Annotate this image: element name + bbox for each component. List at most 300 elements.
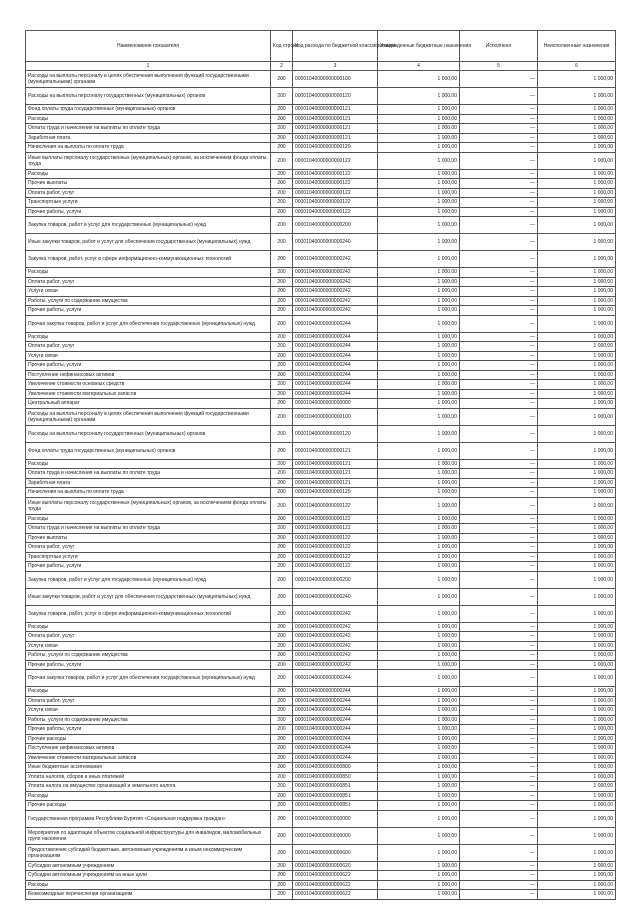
row-executed: —	[460, 605, 538, 622]
row-name: Оплата работ, услуг	[26, 632, 271, 642]
row-kbk: 00001040000000000800	[293, 763, 378, 773]
row-name: Фонд оплаты труда государственных (муниципальных) органов	[26, 105, 271, 115]
row-kbk: 00001040000000000244	[293, 734, 378, 744]
row-approved: 1 000,00	[378, 725, 460, 735]
row-executed: —	[460, 588, 538, 605]
row-approved: 1 000,00	[378, 801, 460, 811]
row-approved: 1 000,00	[378, 105, 460, 115]
row-executed: —	[460, 287, 538, 297]
table-row	[26, 552, 616, 562]
table-row	[26, 880, 616, 890]
row-executed: —	[460, 114, 538, 124]
row-name: Уплата налогов, сборов и иных платежей	[26, 772, 271, 782]
table-row	[26, 651, 616, 661]
row-kbk: 00001040000000000122	[293, 169, 378, 179]
table-row	[26, 296, 616, 306]
row-name: Оплата работ, услуг	[26, 543, 271, 553]
row-executed: —	[460, 88, 538, 105]
row-approved: 1 000,00	[378, 632, 460, 642]
row-name: Услуги связи	[26, 641, 271, 651]
table-row	[26, 763, 616, 773]
row-unexecuted: 1 000,00	[538, 408, 616, 425]
row-executed: —	[460, 524, 538, 534]
row-kbk: 00001040000000000242	[293, 660, 378, 670]
row-unexecuted: 1 000,00	[538, 315, 616, 332]
row-line-code: 200	[271, 660, 293, 670]
table-row	[26, 425, 616, 442]
row-line-code: 200	[271, 217, 293, 234]
row-approved: 1 000,00	[378, 744, 460, 754]
row-line-code: 200	[271, 791, 293, 801]
table-row	[26, 827, 616, 844]
row-line-code: 200	[271, 478, 293, 488]
row-unexecuted: 1 000,00	[538, 734, 616, 744]
row-approved: 1 000,00	[378, 251, 460, 268]
row-kbk: 00001040000000000100	[293, 408, 378, 425]
row-line-code: 200	[271, 408, 293, 425]
row-name: Прочие работы, услуги	[26, 207, 271, 217]
table-row	[26, 152, 616, 169]
row-name: Прочие работы, услуги	[26, 725, 271, 735]
row-executed: —	[460, 425, 538, 442]
row-unexecuted: 1 000,00	[538, 114, 616, 124]
row-approved: 1 000,00	[378, 890, 460, 900]
row-executed: —	[460, 801, 538, 811]
row-unexecuted: 1 000,00	[538, 332, 616, 342]
row-approved: 1 000,00	[378, 188, 460, 198]
table-row	[26, 641, 616, 651]
row-line-code: 200	[271, 871, 293, 881]
row-unexecuted: 1 000,00	[538, 389, 616, 399]
row-unexecuted: 1 000,00	[538, 715, 616, 725]
row-line-code: 200	[271, 442, 293, 459]
row-kbk: 00001040000000000000	[293, 810, 378, 827]
row-executed: —	[460, 706, 538, 716]
row-line-code: 200	[271, 687, 293, 697]
row-name: Услуги связи	[26, 287, 271, 297]
row-approved: 1 000,00	[378, 791, 460, 801]
row-approved: 1 000,00	[378, 543, 460, 553]
row-unexecuted: 1 000,00	[538, 880, 616, 890]
row-line-code: 200	[271, 706, 293, 716]
table-row	[26, 734, 616, 744]
row-line-code: 200	[271, 622, 293, 632]
row-kbk: 00001040000000000129	[293, 488, 378, 498]
row-kbk: 00001040000000000244	[293, 370, 378, 380]
row-approved: 1 000,00	[378, 217, 460, 234]
row-executed: —	[460, 408, 538, 425]
row-approved: 1 000,00	[378, 844, 460, 861]
table-row	[26, 632, 616, 642]
row-approved: 1 000,00	[378, 880, 460, 890]
table-row	[26, 71, 616, 88]
table-row	[26, 105, 616, 115]
row-kbk: 00001040000000000122	[293, 179, 378, 189]
row-approved: 1 000,00	[378, 380, 460, 390]
row-line-code: 200	[271, 469, 293, 479]
table-row	[26, 315, 616, 332]
row-executed: —	[460, 670, 538, 687]
row-executed: —	[460, 660, 538, 670]
table-body	[26, 71, 616, 900]
row-line-code: 200	[271, 370, 293, 380]
colnum: 5	[460, 62, 538, 71]
row-kbk: 00001040000000000851	[293, 791, 378, 801]
row-kbk: 00001040000000000244	[293, 389, 378, 399]
row-executed: —	[460, 342, 538, 352]
row-approved: 1 000,00	[378, 370, 460, 380]
row-kbk: 00001040000000000200	[293, 217, 378, 234]
row-name: Транспортные услуги	[26, 552, 271, 562]
row-unexecuted: 1 000,00	[538, 370, 616, 380]
row-approved: 1 000,00	[378, 861, 460, 871]
row-kbk: 00001040000000000122	[293, 514, 378, 524]
row-kbk: 00001040000000000122	[293, 152, 378, 169]
row-approved: 1 000,00	[378, 315, 460, 332]
row-name: Иные закупки товаров, работ и услуг для обеспечения государственных (муниципальных) нужд	[26, 588, 271, 605]
row-unexecuted: 1 000,00	[538, 425, 616, 442]
row-unexecuted: 1 000,00	[538, 188, 616, 198]
table-row	[26, 497, 616, 514]
row-executed: —	[460, 234, 538, 251]
row-unexecuted: 1 000,00	[538, 478, 616, 488]
table-row	[26, 605, 616, 622]
row-approved: 1 000,00	[378, 571, 460, 588]
row-executed: —	[460, 772, 538, 782]
header-kbk: Код расхода по бюджетной классификации	[293, 31, 378, 62]
row-kbk: 00001040000000000122	[293, 497, 378, 514]
row-kbk: 00001040000000000122	[293, 198, 378, 208]
table-row	[26, 179, 616, 189]
row-line-code: 200	[271, 380, 293, 390]
row-unexecuted: 1 000,00	[538, 459, 616, 469]
row-unexecuted: 1 000,00	[538, 380, 616, 390]
colnum: 2	[271, 62, 293, 71]
row-executed: —	[460, 268, 538, 278]
row-name: Иные бюджетные ассигнования	[26, 763, 271, 773]
row-unexecuted: 1 000,00	[538, 651, 616, 661]
row-unexecuted: 1 000,00	[538, 524, 616, 534]
row-line-code: 200	[271, 425, 293, 442]
table-row	[26, 588, 616, 605]
row-unexecuted: 1 000,00	[538, 791, 616, 801]
row-name: Прочая закупка товаров, работ и услуг для обеспечения государственных (муниципальных) нужд	[26, 670, 271, 687]
row-unexecuted: 1 000,00	[538, 361, 616, 371]
row-line-code: 200	[271, 725, 293, 735]
row-line-code: 200	[271, 234, 293, 251]
row-name: Закупка товаров, работ и услуг для государственных (муниципальных) нужд	[26, 217, 271, 234]
row-unexecuted: 1 000,00	[538, 725, 616, 735]
row-approved: 1 000,00	[378, 871, 460, 881]
table-row	[26, 234, 616, 251]
table-row	[26, 408, 616, 425]
table-row	[26, 562, 616, 572]
row-kbk: 00001040000000000244	[293, 687, 378, 697]
row-unexecuted: 1 000,00	[538, 488, 616, 498]
row-executed: —	[460, 844, 538, 861]
row-approved: 1 000,00	[378, 399, 460, 409]
table-row	[26, 251, 616, 268]
row-line-code: 200	[271, 332, 293, 342]
row-unexecuted: 1 000,00	[538, 622, 616, 632]
row-line-code: 200	[271, 514, 293, 524]
row-name: Расходы	[26, 687, 271, 697]
header-approved: Утвержденные бюджетные назначения	[378, 31, 460, 62]
row-unexecuted: 1 000,00	[538, 105, 616, 115]
row-executed: —	[460, 251, 538, 268]
row-unexecuted: 1 000,00	[538, 763, 616, 773]
row-approved: 1 000,00	[378, 351, 460, 361]
row-executed: —	[460, 389, 538, 399]
colnum: 3	[293, 62, 378, 71]
row-line-code: 200	[271, 763, 293, 773]
row-name: Начисления на выплаты по оплате труда	[26, 143, 271, 153]
row-name: Заработная плата	[26, 478, 271, 488]
row-name: Расходы	[26, 791, 271, 801]
row-unexecuted: 1 000,00	[538, 251, 616, 268]
table-row	[26, 88, 616, 105]
row-approved: 1 000,00	[378, 715, 460, 725]
row-name: Субсидии автономным учреждениям на иные цели	[26, 871, 271, 881]
row-executed: —	[460, 277, 538, 287]
row-kbk: 00001040000000000122	[293, 188, 378, 198]
row-name: Прочие работы, услуги	[26, 306, 271, 316]
row-unexecuted: 1 000,00	[538, 306, 616, 316]
row-line-code: 200	[271, 782, 293, 792]
row-line-code: 200	[271, 772, 293, 782]
row-unexecuted: 1 000,00	[538, 861, 616, 871]
header-executed: Исполнено	[460, 31, 538, 62]
row-unexecuted: 1 000,00	[538, 772, 616, 782]
row-line-code: 200	[271, 734, 293, 744]
row-name: Расходы	[26, 114, 271, 124]
row-executed: —	[460, 71, 538, 88]
row-approved: 1 000,00	[378, 696, 460, 706]
row-unexecuted: 1 000,00	[538, 632, 616, 642]
row-executed: —	[460, 632, 538, 642]
row-executed: —	[460, 380, 538, 390]
row-executed: —	[460, 753, 538, 763]
table-row	[26, 287, 616, 297]
row-approved: 1 000,00	[378, 660, 460, 670]
row-line-code: 200	[271, 715, 293, 725]
table-row	[26, 342, 616, 352]
row-unexecuted: 1 000,00	[538, 296, 616, 306]
row-name: Расходы на выплаты персоналу государственных (муниципальных) органов	[26, 425, 271, 442]
row-approved: 1 000,00	[378, 488, 460, 498]
table-row	[26, 370, 616, 380]
table-row	[26, 469, 616, 479]
row-approved: 1 000,00	[378, 287, 460, 297]
row-name: Прочие работы, услуги	[26, 361, 271, 371]
row-line-code: 200	[271, 143, 293, 153]
row-line-code: 200	[271, 488, 293, 498]
row-kbk: 00001040000000000622	[293, 880, 378, 890]
row-name: Услуги связи	[26, 351, 271, 361]
row-kbk: 00001040000000000851	[293, 801, 378, 811]
row-approved: 1 000,00	[378, 88, 460, 105]
row-executed: —	[460, 361, 538, 371]
row-line-code: 200	[271, 810, 293, 827]
row-unexecuted: 1 000,00	[538, 88, 616, 105]
row-unexecuted: 1 000,00	[538, 469, 616, 479]
row-name: Увеличение стоимости материальных запасов	[26, 389, 271, 399]
row-unexecuted: 1 000,00	[538, 571, 616, 588]
row-name: Государственная программа Республики Бурятия «Социальная поддержка граждан»	[26, 810, 271, 827]
row-kbk: 00001040000000000122	[293, 562, 378, 572]
row-name: Поступление нефинансовых активов	[26, 744, 271, 754]
row-line-code: 200	[271, 287, 293, 297]
row-line-code: 200	[271, 251, 293, 268]
row-line-code: 200	[271, 605, 293, 622]
row-name: Предоставление субсидий бюджетным, автономным учреждениям и иным некоммерческим организациям	[26, 844, 271, 861]
row-executed: —	[460, 861, 538, 871]
table-row	[26, 696, 616, 706]
row-name: Транспортные услуги	[26, 198, 271, 208]
row-approved: 1 000,00	[378, 459, 460, 469]
row-kbk: 00001040000000000122	[293, 552, 378, 562]
row-executed: —	[460, 571, 538, 588]
row-approved: 1 000,00	[378, 332, 460, 342]
row-line-code: 200	[271, 207, 293, 217]
row-line-code: 200	[271, 753, 293, 763]
row-approved: 1 000,00	[378, 763, 460, 773]
row-executed: —	[460, 370, 538, 380]
row-executed: —	[460, 105, 538, 115]
table-row	[26, 188, 616, 198]
row-unexecuted: 1 000,00	[538, 217, 616, 234]
row-executed: —	[460, 332, 538, 342]
table-row	[26, 890, 616, 900]
row-name: Увеличение стоимости материальных запасов	[26, 753, 271, 763]
row-line-code: 200	[271, 114, 293, 124]
row-approved: 1 000,00	[378, 277, 460, 287]
table-row	[26, 725, 616, 735]
row-approved: 1 000,00	[378, 143, 460, 153]
row-kbk: 00001040000000000244	[293, 315, 378, 332]
row-approved: 1 000,00	[378, 124, 460, 134]
row-line-code: 200	[271, 552, 293, 562]
row-line-code: 200	[271, 188, 293, 198]
row-kbk: 00001040000000000244	[293, 696, 378, 706]
row-approved: 1 000,00	[378, 152, 460, 169]
row-unexecuted: 1 000,00	[538, 514, 616, 524]
row-kbk: 00001040000000000129	[293, 143, 378, 153]
row-unexecuted: 1 000,00	[538, 497, 616, 514]
row-name: Расходы на выплаты персоналу государственных (муниципальных) органов	[26, 88, 271, 105]
row-unexecuted: 1 000,00	[538, 552, 616, 562]
row-unexecuted: 1 000,00	[538, 706, 616, 716]
table-row	[26, 114, 616, 124]
row-unexecuted: 1 000,00	[538, 143, 616, 153]
row-kbk: 00001040000000000622	[293, 871, 378, 881]
row-name: Мероприятия по адаптации объектов социальной инфраструктуры для инвалидов, маломобильных групп населения	[26, 827, 271, 844]
row-unexecuted: 1 000,00	[538, 207, 616, 217]
row-line-code: 200	[271, 351, 293, 361]
row-line-code: 200	[271, 459, 293, 469]
row-name: Уплата налога на имущество организаций и земельного налога	[26, 782, 271, 792]
row-kbk: 00001040000000000240	[293, 234, 378, 251]
table-row	[26, 622, 616, 632]
row-line-code: 200	[271, 399, 293, 409]
table-row	[26, 442, 616, 459]
row-unexecuted: 1 000,00	[538, 641, 616, 651]
row-executed: —	[460, 744, 538, 754]
row-approved: 1 000,00	[378, 71, 460, 88]
table-row	[26, 782, 616, 792]
row-approved: 1 000,00	[378, 562, 460, 572]
row-name: Центральный аппарат	[26, 399, 271, 409]
colnum: 1	[26, 62, 271, 71]
table-row	[26, 810, 616, 827]
row-executed: —	[460, 124, 538, 134]
row-line-code: 200	[271, 696, 293, 706]
row-executed: —	[460, 880, 538, 890]
row-unexecuted: 1 000,00	[538, 533, 616, 543]
table-row	[26, 871, 616, 881]
row-executed: —	[460, 562, 538, 572]
row-approved: 1 000,00	[378, 342, 460, 352]
row-approved: 1 000,00	[378, 588, 460, 605]
row-executed: —	[460, 459, 538, 469]
row-line-code: 200	[271, 641, 293, 651]
row-name: Прочие работы, услуги	[26, 562, 271, 572]
row-kbk: 00001040000000000121	[293, 442, 378, 459]
row-approved: 1 000,00	[378, 133, 460, 143]
row-executed: —	[460, 296, 538, 306]
row-line-code: 200	[271, 588, 293, 605]
row-kbk: 00001040000000000242	[293, 632, 378, 642]
table-row	[26, 791, 616, 801]
row-name: Прочие работы, услуги	[26, 660, 271, 670]
row-name: Расходы на выплаты персоналу в целях обеспечения выполнения функций государственными (муниципальными) органами	[26, 71, 271, 88]
row-kbk: 00001040000000000120	[293, 88, 378, 105]
row-kbk: 00001040000000000121	[293, 469, 378, 479]
row-executed: —	[460, 152, 538, 169]
row-name: Оплата работ, услуг	[26, 277, 271, 287]
table-row	[26, 198, 616, 208]
row-executed: —	[460, 715, 538, 725]
table-row	[26, 801, 616, 811]
row-kbk: 00001040000000000242	[293, 296, 378, 306]
row-executed: —	[460, 734, 538, 744]
row-kbk: 00001040000000000244	[293, 351, 378, 361]
row-approved: 1 000,00	[378, 827, 460, 844]
row-executed: —	[460, 543, 538, 553]
row-kbk: 00001040000000000240	[293, 588, 378, 605]
row-name: Расходы	[26, 332, 271, 342]
row-kbk: 00001040000000000244	[293, 715, 378, 725]
table-row	[26, 268, 616, 278]
row-name: Закупка товаров, работ и услуг для государственных (муниципальных) нужд	[26, 571, 271, 588]
table-row	[26, 514, 616, 524]
table-row	[26, 389, 616, 399]
row-approved: 1 000,00	[378, 524, 460, 534]
row-name: Работы, услуги по содержанию имущества	[26, 651, 271, 661]
colnum: 6	[538, 62, 616, 71]
row-unexecuted: 1 000,00	[538, 871, 616, 881]
table-row	[26, 478, 616, 488]
row-line-code: 200	[271, 124, 293, 134]
row-line-code: 200	[271, 296, 293, 306]
row-executed: —	[460, 399, 538, 409]
row-approved: 1 000,00	[378, 169, 460, 179]
table-row	[26, 361, 616, 371]
row-executed: —	[460, 622, 538, 632]
table-row	[26, 217, 616, 234]
row-unexecuted: 1 000,00	[538, 782, 616, 792]
row-kbk: 00001040000000000244	[293, 342, 378, 352]
